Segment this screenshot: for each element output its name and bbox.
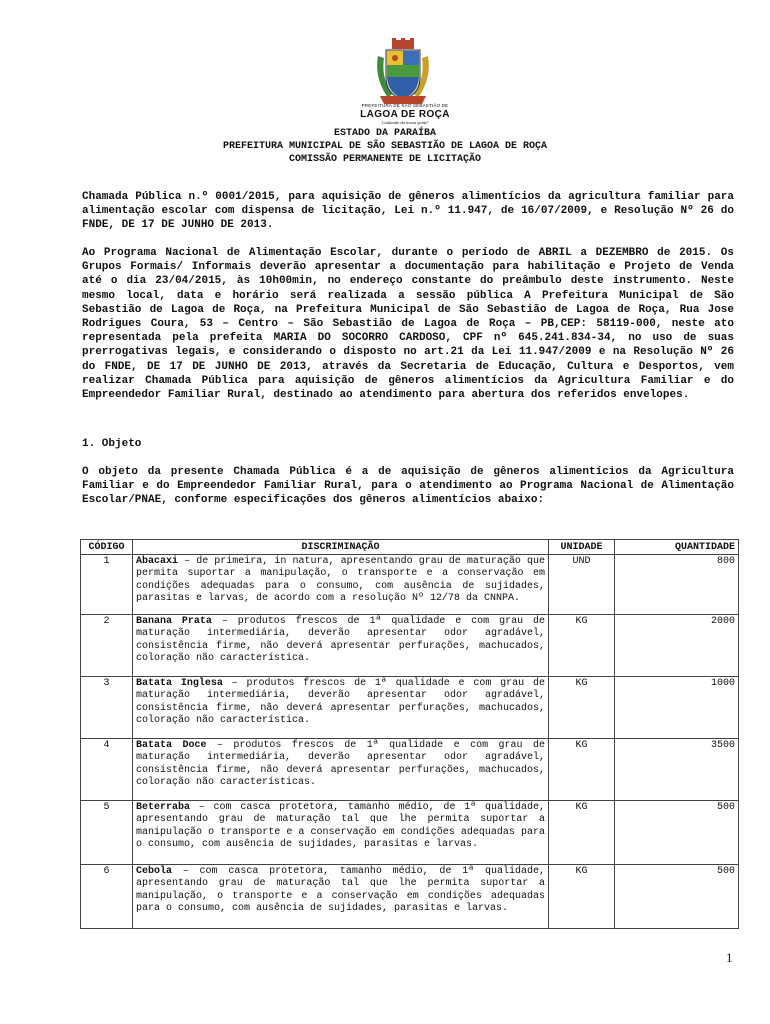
cell-unit: KG (549, 615, 615, 677)
municipal-crest-icon (372, 38, 434, 106)
cell-quantity: 3500 (615, 739, 739, 801)
cell-quantity: 800 (615, 555, 739, 615)
body-paragraph: Ao Programa Nacional de Alimentação Escolar, durante o período de ABRIL a DEZEMBRO de 2015. Os Grupos Formais/ Informais deverão apresentar a documentação para habilitação e Projeto de Venda até o dia 23/04/2015, às 10h00min, no endereço constante do preâmbulo deste instrumento. Neste mesmo local, data e horário será realizada a sessão pública A Prefeitura Municipal de São Sebastião de Lagoa de Roça, na Prefeitura Municipal de São Sebastião de Lagoa de Roça, Rua Jose Rodrigues Coura, 53 – Centro – São Sebastião de Lagoa de Roça – PB,CEP: 58119-000, neste ato representada pela prefeita MARIA DO SOCORRO CARDOSO, CPF nº 645.241.834-34, no uso de suas prerrogativas legais, e considerando o disposto no art.21 da Lei 11.947/2009 e na Resolução Nº 26 do FNDE, DE 17 DE JUNHO DE 2013, através da Secretaria de Educação, Cultura e Desportos, vem realizar Chamada Pública para aquisição de gêneros alimentícios da Agricultura Familiar e do Empreendedor Familiar Rural, destinado ao atendimento para abertura dos referidos envelopes. (82, 247, 734, 402)
table-row (81, 801, 739, 865)
cell-description (133, 677, 549, 739)
commission-heading: COMISSÃO PERMANENTE DE LICITAÇÃO (288, 154, 482, 165)
page-number: 1 (726, 950, 733, 965)
product-description: – com casca protetora, tamanho médio, de 1ª qualidade, apresentando grau de maturação tal que lhe permita suportar a manipulação, o transporte e a conservação em condições adequadas para o consumo, com ausência de sujidades, parasitas e larvas. (136, 866, 545, 914)
product-description: – produtos frescos de 1ª qualidade e com grau de maturação intermediária, deverão apresentar odor agradável, consistência firme, não deverá apresentar perfurações, machucados, coloração não característica. (136, 678, 545, 726)
section-title: 1. Objeto (82, 438, 142, 450)
product-name: Batata Inglesa (136, 678, 223, 690)
items-table (80, 539, 739, 929)
cell-unit: UND (549, 555, 615, 615)
cell-code: 5 (81, 801, 133, 865)
cell-quantity: 500 (615, 865, 739, 929)
cell-code: 4 (81, 739, 133, 801)
table-row (81, 555, 739, 615)
table-row (81, 677, 739, 739)
cell-description (133, 801, 549, 865)
crest-motto: Cuidando da nossa gente! (381, 119, 429, 125)
product-name: Banana Prata (136, 616, 212, 628)
crest-name: LAGOA DE ROÇA (360, 108, 450, 120)
header-quantity: QUANTIDADE (615, 540, 739, 555)
cell-unit: KG (549, 865, 615, 929)
header-description: DISCRIMINAÇÃO (133, 540, 549, 555)
intro-paragraph: Chamada Pública n.º 0001/2015, para aquisição de gêneros alimentícios da agricultura familiar para alimentação escolar com dispensa de licitação, Lei n.º 11.947, de 16/07/2009, e Resolução Nº 26 do FNDE, DE 17 DE JUNHO DE 2013. (82, 191, 734, 232)
product-name: Abacaxi (136, 556, 179, 568)
cell-unit: KG (549, 801, 615, 865)
cell-code: 3 (81, 677, 133, 739)
state-heading: ESTADO DA PARAÍBA (333, 128, 437, 139)
table-row (81, 739, 739, 801)
table-row (81, 615, 739, 677)
header-code: CÓDIGO (81, 540, 133, 555)
product-description: – produtos frescos de 1ª qualidade e com grau de maturação intermediária, deverão apresentar odor agradável, consistência firme, não deverá apresentar perfurações, machucados, coloração não característica. (136, 616, 545, 664)
product-name: Batata Doce (136, 740, 207, 752)
crest-top-text: PREFEITURA DE SÃO SEBASTIÃO DE (361, 103, 449, 108)
cell-code: 1 (81, 555, 133, 615)
product-description: – de primeira, in natura, apresentando grau de maturação que permita suportar a manipulação, o transporte e a conservação em condições adequadas para o consumo, com ausência de sujidades, parasitas e larvas, de acordo com a resolução Nº 12/78 da CNNPA. (136, 556, 545, 604)
cell-description (133, 865, 549, 929)
cell-quantity: 1000 (615, 677, 739, 739)
cell-quantity: 2000 (615, 615, 739, 677)
table-row (81, 865, 739, 929)
product-description: – produtos frescos de 1ª qualidade e com grau de maturação intermediária, deverão apresentar odor agradável, consistência firme, não deverá apresentar perfurações, machucados, coloração não características. (136, 740, 545, 788)
header-unit: UNIDADE (549, 540, 615, 555)
cell-unit: KG (549, 739, 615, 801)
municipality-heading: PREFEITURA MUNICIPAL DE SÃO SEBASTIÃO DE LAGOA DE ROÇA (222, 141, 548, 152)
cell-description (133, 615, 549, 677)
cell-description (133, 739, 549, 801)
cell-description (133, 555, 549, 615)
cell-code: 2 (81, 615, 133, 677)
cell-quantity: 500 (615, 801, 739, 865)
table-header-row (81, 540, 739, 555)
cell-unit: KG (549, 677, 615, 739)
product-description: – com casca protetora, tamanho médio, de 1ª qualidade, apresentando grau de maturação tal que lhe permita suportar a manipulação o transporte e a conservação em condições adequadas para o consumo, com ausência de sujidades, parasitas e larvas. (136, 802, 545, 850)
product-name: Cebola (136, 866, 173, 878)
product-name: Beterraba (136, 802, 191, 814)
object-paragraph: O objeto da presente Chamada Pública é a de aquisição de gêneros alimentícios da Agricultura Familiar e do Empreendedor Familiar Rural, para o atendimento ao Programa Nacional de Alimentação Escolar/PNAE, conforme especificações dos gêneros alimentícios abaixo: (82, 466, 734, 507)
cell-code: 6 (81, 865, 133, 929)
